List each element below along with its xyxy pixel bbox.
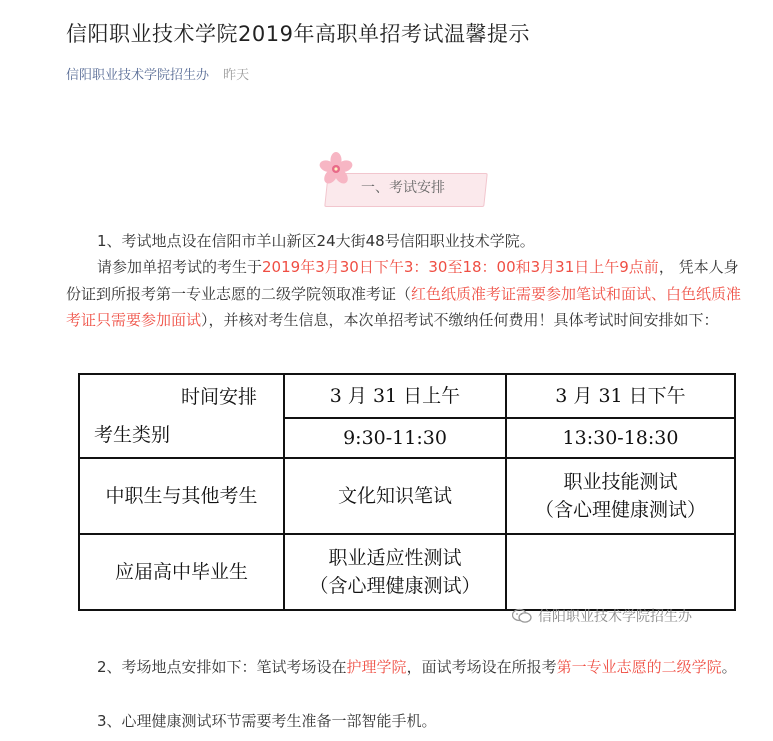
paragraph-phone-text: 3、心理健康测试环节需要考生准备一部智能手机。 xyxy=(97,712,437,730)
publish-time: 昨天 xyxy=(223,68,250,83)
header-category-label: 考生类别 xyxy=(94,424,171,446)
col2-time: 13:30-18:30 xyxy=(506,418,735,458)
reg-text-1: 请参加单招考试的考生于 xyxy=(97,258,263,276)
account-link[interactable]: 信阳职业技术学院招生办 xyxy=(66,68,210,83)
reg-time-highlight: 2019年3月30日下午3：30至18：00和3月31日上午9点前 xyxy=(262,258,659,276)
venue-text-1: 2、考场地点安排如下：笔试考场设在 xyxy=(97,658,347,676)
col2-date: 3 月 31 日下午 xyxy=(506,374,735,418)
watermark xyxy=(512,606,692,626)
row2-col2 xyxy=(506,534,735,610)
paragraph-phone xyxy=(66,708,746,735)
venue-text-3: 。 xyxy=(721,658,737,676)
watermark-text: 信阳职业技术学院招生办 xyxy=(538,609,692,625)
venue-text-2: ，面试考场设在所报考 xyxy=(406,658,557,676)
paragraph-location-text: 1、考试地点设在信阳市羊山新区24大街48号信阳职业技术学院。 xyxy=(97,232,535,250)
reg-text-3: ），并核对考生信息，本次单招考试不缴纳任何费用！具体考试时间安排如下： xyxy=(201,311,719,329)
article-title: 信阳职业技术学院2019年高职单招考试温馨提示 xyxy=(66,22,530,46)
written-venue-highlight: 护理学院 xyxy=(346,658,407,676)
reg-text-2: ， 凭本人身份证到所报考第一专业志愿的二级学院领取准考证（ xyxy=(66,258,739,303)
row2-col1 xyxy=(284,534,506,610)
interview-venue-highlight: 第一专业志愿的二级学院 xyxy=(556,658,722,676)
row1-col2 xyxy=(506,458,735,534)
row2-col1-line2: （含心理健康测试） xyxy=(309,575,481,597)
article-meta xyxy=(66,64,249,83)
exam-schedule-table xyxy=(78,373,736,611)
section-heading xyxy=(318,151,488,211)
paragraph-venues xyxy=(66,654,746,681)
admission-card-highlight: 红色纸质准考证需要参加笔试和面试、白色纸质准考证只需要参加面试 xyxy=(66,284,742,329)
col1-time: 9:30-11:30 xyxy=(284,418,506,458)
row1-col1: 文化知识笔试 xyxy=(284,458,506,534)
wechat-logo-icon xyxy=(512,608,532,624)
col1-date: 3 月 31 日上午 xyxy=(284,374,506,418)
paragraph-location xyxy=(66,228,746,255)
header-time-label: 时间安排 xyxy=(180,386,257,408)
section-heading-label: 一、考试安排 xyxy=(361,180,445,196)
row2-label: 应届高中毕业生 xyxy=(79,534,284,610)
row1-label: 中职生与其他考生 xyxy=(79,458,284,534)
paragraph-registration xyxy=(66,254,746,334)
row2-col1-line1: 职业适应性测试 xyxy=(328,547,462,569)
row1-col2-line1: 职业技能测试 xyxy=(563,471,678,493)
row1-col2-line2: （含心理健康测试） xyxy=(534,499,706,521)
table-corner-cell xyxy=(79,374,284,458)
